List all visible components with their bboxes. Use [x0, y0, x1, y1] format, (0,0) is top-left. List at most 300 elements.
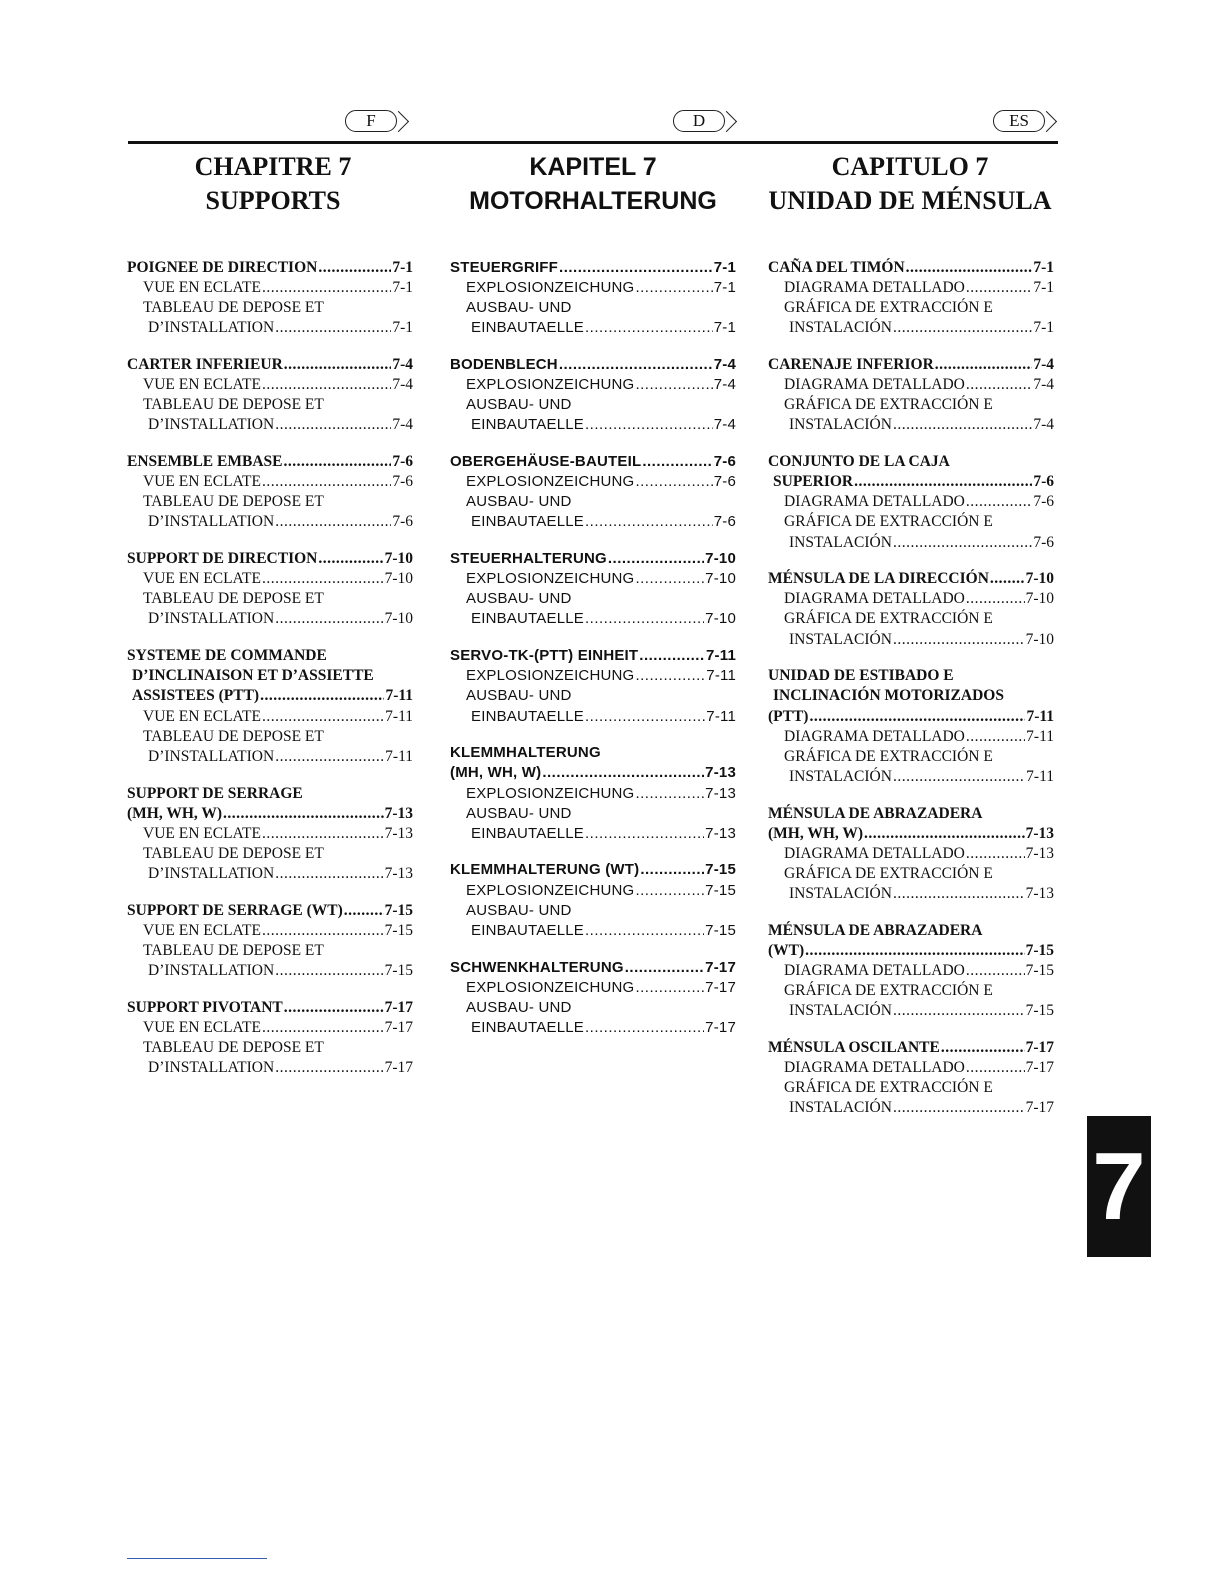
toc-entry-page: 7-13 — [705, 784, 736, 802]
toc-entry-page: 7-11 — [1026, 707, 1054, 725]
toc-group — [450, 743, 736, 843]
toc-entry-sub — [127, 589, 413, 609]
toc-entry-text: VUE EN ECLATE — [143, 824, 261, 842]
toc-entry-page: 7-10 — [384, 550, 413, 568]
toc-entry-main — [450, 860, 736, 880]
toc-entry-text: D’INSTALLATION — [148, 319, 275, 337]
toc-entry-text: GRÁFICA DE EXTRACCIÓN E — [784, 982, 993, 1000]
toc-entry-sub — [450, 609, 736, 629]
toc-entry-text: D’INSTALLATION — [148, 747, 275, 765]
toc-leader-dots — [625, 958, 704, 978]
toc-entry-sub — [127, 727, 413, 747]
toc-entry-sub — [127, 298, 413, 318]
toc-entry-sub — [768, 609, 1054, 629]
toc-entry-text: SERVO-TK-(PTT) EINHEIT — [450, 647, 639, 665]
toc-entry-text: SUPPORT PIVOTANT — [127, 998, 283, 1016]
toc-entry-text: GRÁFICA DE EXTRACCIÓN E — [784, 396, 993, 414]
toc-leader-dots — [262, 921, 384, 941]
toc-leader-dots — [635, 375, 712, 395]
toc-entry-text: MÉNSULA DE LA DIRECCIÓN — [768, 570, 989, 588]
toc-entry-sub — [450, 901, 736, 921]
toc-entry-page: 7-11 — [1026, 727, 1054, 745]
toc-entry-sub — [768, 395, 1054, 415]
toc-entry-text: INSTALACIÓN — [789, 767, 892, 785]
toc-entry-text: OBERGEHÄUSE-BAUTEIL — [450, 453, 642, 471]
toc-entry-sub — [768, 981, 1054, 1001]
toc-entry-text: GRÁFICA DE EXTRACCIÓN E — [784, 513, 993, 531]
toc-leader-dots — [635, 881, 704, 901]
toc-entry-text: KLEMMHALTERUNG — [450, 744, 601, 762]
toc-entry-text: INSTALACIÓN — [789, 884, 892, 902]
toc-leader-dots — [318, 258, 391, 278]
toc-leader-dots — [966, 278, 1032, 298]
toc-entry-sub — [127, 864, 413, 884]
toc-entry-main — [127, 452, 413, 472]
chapter-title-f — [128, 150, 418, 218]
toc-entry-text: INSTALACIÓN — [789, 1099, 892, 1117]
toc-entry-sub — [768, 864, 1054, 884]
toc-entry-page: 7-4 — [713, 356, 736, 374]
toc-entry-page: 7-13 — [384, 824, 413, 842]
toc-entry-sub — [768, 1058, 1054, 1078]
toc-leader-dots — [854, 472, 1032, 492]
toc-entry-main — [450, 258, 736, 278]
toc-leader-dots — [809, 707, 1025, 727]
toc-entry-page: 7-17 — [705, 958, 736, 976]
toc-entry-main — [768, 258, 1054, 278]
toc-entry-text: DIAGRAMA DETALLADO — [784, 493, 965, 511]
toc-entry-main — [127, 355, 413, 375]
toc-entry-text: D’INSTALLATION — [148, 416, 275, 434]
toc-entry-page: 7-15 — [705, 921, 736, 939]
toc-entry-sub — [450, 278, 736, 298]
toc-entry-text: TABLEAU DE DEPOSE ET — [143, 1038, 324, 1056]
toc-entry-text: EINBAUTAELLE — [471, 824, 584, 842]
toc-entry-page: 7-6 — [713, 513, 736, 531]
toc-entry-sub — [768, 630, 1054, 650]
toc-entry-main — [450, 549, 736, 569]
toc-entry-main — [768, 452, 1054, 472]
toc-entry-text: VUE EN ECLATE — [143, 376, 261, 394]
toc-entry-text: VUE EN ECLATE — [143, 473, 261, 491]
chapter-title-f-line1: CHAPITRE 7 — [194, 152, 352, 181]
toc-group — [450, 452, 736, 532]
chapter-title-f-line2: SUPPORTS — [205, 186, 341, 215]
toc-entry-sub — [127, 512, 413, 532]
toc-entry-sub — [450, 804, 736, 824]
toc-leader-dots — [585, 512, 713, 532]
language-badge-f: F — [345, 110, 397, 132]
toc-entry-sub — [450, 512, 736, 532]
toc-entry-text: D’INSTALLATION — [148, 961, 275, 979]
toc-entry-sub — [127, 1058, 413, 1078]
toc-entry-sub — [127, 844, 413, 864]
toc-entry-text: EXPLOSIONZEICHUNG — [466, 978, 635, 996]
toc-entry-text: EINBAUTAELLE — [471, 319, 584, 337]
toc-group — [127, 355, 413, 435]
toc-group — [127, 549, 413, 629]
toc-entry-page: 7-1 — [1033, 259, 1054, 276]
toc-leader-dots — [275, 318, 391, 338]
toc-group — [450, 355, 736, 435]
toc-leader-dots — [893, 533, 1032, 553]
toc-leader-dots — [893, 318, 1032, 338]
toc-entry-sub — [768, 747, 1054, 767]
toc-entry-text: AUSBAU- UND — [466, 396, 572, 414]
toc-entry-text: VUE EN ECLATE — [143, 570, 261, 588]
toc-leader-dots — [805, 941, 1024, 961]
toc-entry-main — [127, 998, 413, 1018]
toc-entry-text: GRÁFICA DE EXTRACCIÓN E — [784, 747, 993, 765]
toc-entry-page: 7-17 — [1025, 1038, 1054, 1056]
toc-entry-text: EXPLOSIONZEICHUNG — [466, 279, 635, 297]
toc-entry-sub — [127, 415, 413, 435]
toc-leader-dots — [275, 609, 383, 629]
toc-entry-text: INSTALACIÓN — [789, 319, 892, 337]
toc-entry-page: 7-1 — [392, 279, 413, 297]
toc-entry-page: 7-4 — [392, 376, 413, 394]
toc-entry-page: 7-13 — [1025, 824, 1054, 842]
toc-entry-main — [450, 646, 736, 666]
toc-entry-text: D’INSTALLATION — [148, 1059, 275, 1076]
toc-leader-dots — [284, 355, 392, 375]
toc-entry-main — [768, 686, 1054, 706]
toc-leader-dots — [966, 844, 1025, 864]
toc-entry-page: 7-11 — [385, 747, 413, 765]
toc-entry-page: 7-15 — [384, 901, 413, 919]
toc-entry-text: EXPLOSIONZEICHUNG — [466, 473, 635, 491]
toc-entry-text: GRÁFICA DE EXTRACCIÓN E — [784, 864, 993, 882]
toc-leader-dots — [966, 589, 1025, 609]
toc-leader-dots — [893, 630, 1025, 650]
toc-entry-text: VUE EN ECLATE — [143, 707, 261, 725]
toc-leader-dots — [639, 646, 705, 666]
toc-entry-sub — [768, 589, 1054, 609]
toc-leader-dots — [275, 512, 391, 532]
chapter-tab: 7 — [1087, 1116, 1151, 1257]
toc-entry-text: GRÁFICA DE EXTRACCIÓN E — [784, 610, 993, 628]
toc-leader-dots — [966, 961, 1025, 981]
toc-leader-dots — [635, 666, 705, 686]
toc-entry-sub — [127, 1018, 413, 1038]
toc-entry-page: 7-10 — [705, 610, 736, 628]
toc-leader-dots — [585, 1018, 704, 1038]
chapter-title-es-line2: UNIDAD DE MÉNSULA — [768, 186, 1052, 215]
toc-entry-page: 7-10 — [1025, 570, 1054, 588]
toc-leader-dots — [893, 415, 1032, 435]
toc-group — [450, 958, 736, 1038]
toc-group — [127, 452, 413, 532]
toc-entry-sub — [450, 784, 736, 804]
toc-spanish — [768, 258, 1054, 1135]
toc-entry-sub — [127, 1038, 413, 1058]
toc-entry-text: GRÁFICA DE EXTRACCIÓN E — [784, 1079, 993, 1097]
toc-entry-main — [768, 941, 1054, 961]
toc-entry-text: UNIDAD DE ESTIBADO E — [768, 667, 954, 685]
toc-entry-page: 7-10 — [705, 570, 736, 588]
toc-entry-page: 7-15 — [705, 881, 736, 899]
toc-entry-text: TABLEAU DE DEPOSE ET — [143, 493, 324, 511]
toc-entry-text: SUPPORT DE SERRAGE (WT) — [127, 901, 343, 919]
toc-entry-text: EINBAUTAELLE — [471, 707, 584, 725]
toc-entry-main — [768, 472, 1054, 492]
footer-line — [127, 1558, 267, 1559]
toc-entry-sub — [768, 375, 1054, 395]
toc-entry-sub — [450, 415, 736, 435]
toc-leader-dots — [262, 278, 391, 298]
toc-group — [768, 355, 1054, 435]
toc-entry-sub — [127, 492, 413, 512]
toc-entry-text: SUPERIOR — [773, 473, 854, 491]
toc-entry-sub — [450, 921, 736, 941]
toc-leader-dots — [640, 860, 704, 880]
toc-group — [768, 1038, 1054, 1118]
toc-entry-text: INSTALACIÓN — [789, 533, 892, 551]
toc-leader-dots — [966, 492, 1032, 512]
toc-entry-sub — [768, 318, 1054, 338]
toc-entry-text: EINBAUTAELLE — [471, 610, 584, 628]
toc-entry-page: 7-11 — [385, 707, 413, 725]
toc-entry-text: CARTER INFERIEUR — [127, 356, 283, 374]
toc-leader-dots — [966, 1058, 1025, 1078]
toc-entry-text: EXPLOSIONZEICHUNG — [466, 376, 635, 394]
toc-entry-main — [127, 784, 413, 804]
toc-entry-page: 7-17 — [705, 1018, 736, 1036]
toc-french — [127, 258, 413, 1095]
toc-entry-main — [768, 921, 1054, 941]
toc-leader-dots — [262, 824, 384, 844]
toc-entry-text: MÉNSULA OSCILANTE — [768, 1038, 940, 1056]
toc-entry-text: STEUERHALTERUNG — [450, 550, 607, 568]
toc-entry-text: DIAGRAMA DETALLADO — [784, 1059, 965, 1076]
toc-entry-text: POIGNEE DE DIRECTION — [127, 259, 318, 276]
toc-entry-text: INSTALACIÓN — [789, 416, 892, 434]
toc-entry-page: 7-11 — [1026, 767, 1054, 785]
toc-entry-page: 7-10 — [705, 550, 736, 568]
toc-entry-page: 7-11 — [706, 647, 736, 665]
toc-entry-page: 7-11 — [706, 707, 736, 725]
toc-entry-text: SUPPORT DE DIRECTION — [127, 550, 318, 568]
toc-entry-text: EINBAUTAELLE — [471, 921, 584, 939]
toc-entry-sub — [768, 533, 1054, 553]
toc-entry-sub — [450, 707, 736, 727]
toc-entry-page: 7-1 — [713, 259, 736, 276]
toc-leader-dots — [635, 569, 704, 589]
toc-group — [768, 666, 1054, 787]
toc-entry-sub — [768, 844, 1054, 864]
toc-entry-text: DIAGRAMA DETALLADO — [784, 376, 965, 394]
toc-entry-page: 7-17 — [384, 1059, 413, 1076]
toc-entry-page: 7-17 — [384, 998, 413, 1016]
toc-entry-main — [450, 452, 736, 472]
toc-entry-page: 7-6 — [392, 513, 413, 531]
toc-entry-page: 7-13 — [384, 804, 413, 822]
toc-entry-text: (MH, WH, W) — [127, 804, 223, 822]
toc-entry-main — [768, 804, 1054, 824]
toc-entry-page: 7-10 — [1025, 630, 1054, 648]
toc-leader-dots — [262, 707, 384, 727]
toc-leader-dots — [559, 355, 713, 375]
toc-entry-sub — [127, 961, 413, 981]
toc-leader-dots — [275, 1058, 383, 1078]
toc-entry-page: 7-1 — [1033, 319, 1054, 337]
toc-entry-text: INCLINACIÓN MOTORIZADOS — [773, 687, 1004, 705]
toc-leader-dots — [223, 804, 384, 824]
toc-entry-text: DIAGRAMA DETALLADO — [784, 844, 965, 862]
toc-entry-text: EXPLOSIONZEICHUNG — [466, 667, 635, 685]
toc-entry-page: 7-13 — [705, 764, 736, 782]
toc-entry-sub — [127, 278, 413, 298]
toc-entry-page: 7-13 — [1025, 844, 1054, 862]
toc-entry-text: (WT) — [768, 941, 805, 959]
toc-leader-dots — [262, 472, 391, 492]
toc-entry-page: 7-11 — [706, 667, 736, 685]
toc-entry-main — [768, 569, 1054, 589]
toc-group — [768, 569, 1054, 649]
toc-entry-page: 7-6 — [1033, 493, 1054, 511]
toc-entry-text: AUSBAU- UND — [466, 299, 572, 317]
toc-entry-sub — [450, 298, 736, 318]
toc-entry-text: TABLEAU DE DEPOSE ET — [143, 299, 324, 317]
toc-group — [127, 258, 413, 338]
toc-entry-main — [768, 1038, 1054, 1058]
toc-entry-page: 7-1 — [392, 259, 413, 276]
toc-leader-dots — [990, 569, 1025, 589]
toc-entry-text: BODENBLECH — [450, 356, 558, 374]
toc-entry-sub — [768, 961, 1054, 981]
chapter-title-d-line1: KAPITEL 7 — [529, 153, 657, 181]
toc-entry-main — [127, 646, 413, 666]
toc-leader-dots — [642, 452, 712, 472]
toc-entry-page: 7-4 — [392, 356, 413, 374]
toc-entry-page: 7-4 — [713, 416, 736, 434]
toc-entry-sub — [768, 1078, 1054, 1098]
toc-entry-page: 7-15 — [705, 861, 736, 879]
toc-entry-text: EXPLOSIONZEICHUNG — [466, 570, 635, 588]
toc-entry-main — [768, 707, 1054, 727]
toc-entry-sub — [450, 318, 736, 338]
toc-entry-text: CAÑA DEL TIMÓN — [768, 259, 905, 276]
toc-entry-text: ASSISTEES (PTT) — [132, 687, 260, 705]
toc-entry-page: 7-10 — [384, 610, 413, 628]
toc-entry-sub — [768, 1001, 1054, 1021]
toc-entry-text: GRÁFICA DE EXTRACCIÓN E — [784, 299, 993, 317]
toc-entry-main — [450, 743, 736, 763]
toc-entry-text: DIAGRAMA DETALLADO — [784, 279, 965, 297]
toc-leader-dots — [864, 824, 1025, 844]
toc-entry-page: 7-10 — [1025, 590, 1054, 608]
toc-leader-dots — [344, 901, 384, 921]
toc-entry-text: DIAGRAMA DETALLADO — [784, 961, 965, 979]
chapter-title-es — [765, 150, 1055, 218]
toc-entry-sub — [127, 824, 413, 844]
toc-entry-page: 7-4 — [1033, 376, 1054, 394]
toc-group — [450, 860, 736, 940]
toc-entry-text: EXPLOSIONZEICHUNG — [466, 784, 635, 802]
toc-entry-main — [127, 549, 413, 569]
toc-entry-main — [127, 901, 413, 921]
toc-entry-sub — [127, 472, 413, 492]
toc-leader-dots — [585, 921, 704, 941]
toc-entry-sub — [450, 472, 736, 492]
toc-entry-sub — [450, 881, 736, 901]
toc-entry-text: SUPPORT DE SERRAGE — [127, 784, 303, 802]
toc-entry-page: 7-17 — [384, 1018, 413, 1036]
toc-entry-main — [450, 763, 736, 783]
toc-leader-dots — [262, 569, 384, 589]
toc-leader-dots — [935, 355, 1033, 375]
toc-entry-text: AUSBAU- UND — [466, 901, 572, 919]
toc-leader-dots — [966, 375, 1032, 395]
toc-entry-text: EXPLOSIONZEICHUNG — [466, 881, 635, 899]
toc-entry-sub — [127, 707, 413, 727]
toc-entry-page: 7-15 — [1025, 941, 1054, 959]
toc-entry-text: EINBAUTAELLE — [471, 513, 584, 531]
toc-entry-page: 7-6 — [1033, 533, 1054, 551]
toc-leader-dots — [906, 258, 1033, 278]
toc-entry-text: SYSTEME DE COMMANDE — [127, 647, 327, 665]
chapter-title-es-line1: CAPITULO 7 — [831, 152, 989, 181]
toc-group — [127, 998, 413, 1078]
toc-entry-main — [127, 804, 413, 824]
toc-entry-page: 7-4 — [392, 416, 413, 434]
toc-entry-sub — [450, 998, 736, 1018]
toc-entry-sub — [450, 666, 736, 686]
toc-entry-page: 7-11 — [385, 687, 413, 705]
toc-entry-text: AUSBAU- UND — [466, 687, 572, 705]
toc-entry-sub — [768, 298, 1054, 318]
toc-leader-dots — [893, 767, 1025, 787]
toc-entry-sub — [127, 375, 413, 395]
toc-entry-page: 7-1 — [1033, 279, 1054, 297]
toc-entry-sub — [127, 921, 413, 941]
toc-entry-main — [768, 355, 1054, 375]
toc-group — [768, 921, 1054, 1021]
toc-entry-sub — [450, 375, 736, 395]
toc-entry-text: VUE EN ECLATE — [143, 279, 261, 297]
toc-leader-dots — [941, 1038, 1025, 1058]
toc-entry-sub — [768, 278, 1054, 298]
toc-entry-text: AUSBAU- UND — [466, 804, 572, 822]
toc-leader-dots — [585, 707, 705, 727]
toc-entry-page: 7-13 — [384, 864, 413, 882]
toc-german — [450, 258, 736, 1055]
toc-entry-text: MÉNSULA DE ABRAZADERA — [768, 921, 983, 939]
toc-entry-text: INSTALACIÓN — [789, 1002, 892, 1020]
toc-entry-text: CARENAJE INFERIOR — [768, 356, 934, 374]
toc-leader-dots — [966, 727, 1025, 747]
toc-entry-page: 7-4 — [1033, 356, 1054, 374]
toc-entry-page: 7-6 — [713, 473, 736, 491]
toc-leader-dots — [275, 747, 384, 767]
toc-entry-text: CONJUNTO DE LA CAJA — [768, 453, 950, 471]
toc-group — [450, 549, 736, 629]
toc-entry-text: STEUERGRIFF — [450, 259, 559, 276]
toc-entry-page: 7-4 — [713, 376, 736, 394]
toc-leader-dots — [585, 824, 704, 844]
toc-entry-sub — [450, 824, 736, 844]
toc-entry-text: KLEMMHALTERUNG (WT) — [450, 861, 640, 879]
toc-entry-sub — [450, 978, 736, 998]
toc-entry-text: ENSEMBLE EMBASE — [127, 453, 283, 471]
toc-entry-sub — [768, 492, 1054, 512]
toc-entry-text: EINBAUTAELLE — [471, 1018, 584, 1036]
toc-entry-sub — [768, 1098, 1054, 1118]
toc-entry-page: 7-17 — [705, 978, 736, 996]
toc-entry-sub — [127, 609, 413, 629]
toc-entry-main — [127, 258, 413, 278]
toc-leader-dots — [635, 472, 712, 492]
